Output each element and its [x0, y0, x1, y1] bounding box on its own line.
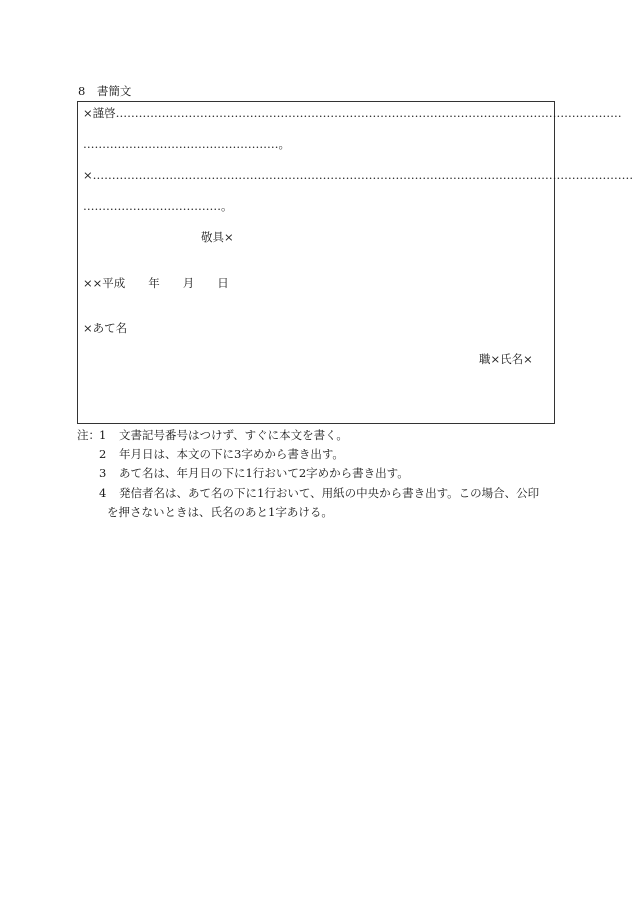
note-number-2: 2 — [99, 447, 107, 461]
note-text-1: 文書記号番号はつけず、すぐに本文を書く。 — [119, 428, 348, 442]
note-text-4-continued: を押さないときは、氏名のあと1字あける。 — [107, 505, 333, 519]
letter-template-box — [77, 101, 633, 424]
notes-label: 注： — [77, 428, 100, 442]
letter-date-line: ××平成 年 月 日 — [83, 276, 229, 290]
letter-addressee: ×あて名 — [83, 321, 128, 335]
note-text-2: 年月日は、本文の下に3字めから書き出す。 — [119, 447, 344, 461]
letter-opening-line: ×謹啓…………………………………………………………………………………………………………………… — [83, 106, 622, 120]
note-text-3: あて名は、年月日の下に1行おいて2字めから書き出す。 — [119, 466, 409, 480]
note-number-3: 3 — [99, 466, 107, 480]
letter-closing: 敬具× — [201, 230, 234, 244]
section-heading — [78, 84, 131, 98]
section-number: 8 — [78, 84, 86, 98]
note-number-1: 1 — [99, 428, 107, 442]
note-text-4: 発信者名は、あて名の下に1行おいて、用紙の中央から書き出す。この場合、公印 — [119, 486, 540, 500]
letter-body-line-1-end: ……………………………………………。 — [83, 137, 290, 151]
letter-body-line-2: ×…………………………………………………………………………………………………………………………… — [83, 168, 633, 182]
note-number-4: 4 — [99, 486, 107, 500]
section-title: 書簡文 — [96, 84, 132, 98]
letter-sender: 職×氏名× — [479, 352, 533, 366]
letter-body-line-2-end: ………………………………。 — [83, 199, 233, 213]
